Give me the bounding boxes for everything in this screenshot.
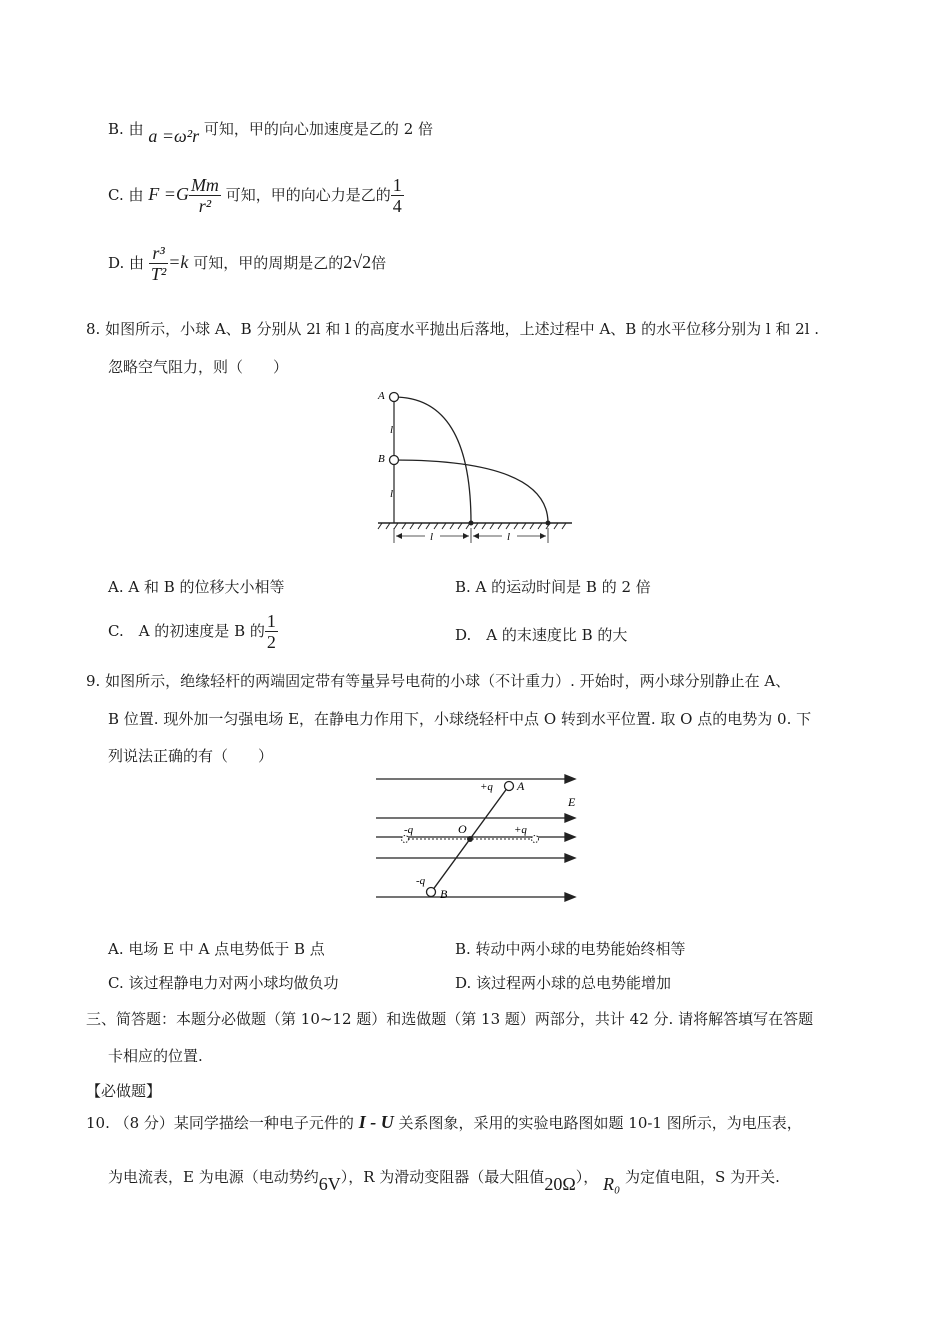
- q9-line2: B 位置. 现外加一匀强电场 E，在静电力作用下，小球绕轻杆中点 O 转到水平位置. 取 O 点的电势为 0. 下: [108, 710, 812, 728]
- required-heading: 【必做题】: [86, 1082, 162, 1100]
- q8-line1: 8. 如图所示，小球 A、B 分别从 2l 和 l 的高度水平抛出后落地，上述过程中 A、B 的水平位移分别为 l 和 2l .: [86, 320, 820, 338]
- emf-value: 6V: [318, 1174, 341, 1194]
- q8-option-c: C. A 的初速度是 B 的 $\frac{1}{2}$: [108, 611, 276, 652]
- q8-option-d: D. A 的末速度比 B 的大: [455, 626, 628, 644]
- label-plus-q-top: +q: [480, 781, 493, 793]
- label-l-lower: l: [390, 488, 394, 500]
- q8-option-b: B. A 的运动时间是 B 的 2 倍: [455, 578, 651, 596]
- label-o: O: [458, 822, 467, 836]
- q7-option-d: D. 由 $\frac{\text{r³}}{\text{T²}}$ =k 可知，甲的周期是乙的2√2倍: [108, 243, 387, 284]
- formula-kepler-fraction: $\frac{\text{r³}}{\text{T²}}$: [150, 243, 167, 284]
- fraction-half: $\frac{1}{2}$: [266, 611, 276, 652]
- label-plus-q-right: +q: [514, 824, 527, 836]
- section3-line2: 卡相应的位置.: [108, 1047, 203, 1065]
- ball-final-left: [402, 836, 409, 843]
- q8-projectile-figure: [370, 385, 580, 545]
- q7-option-c: C. 由 F =G $\frac{Mm}{\text{r²}}$ 可知，甲的向心力是乙的 $\frac{1}{4}$: [108, 175, 402, 216]
- q8-option-a: A. A 和 B 的位移大小相等: [108, 578, 285, 596]
- q9-option-c: C. 该过程静电力对两小球均做负功: [108, 974, 339, 992]
- label-l-upper: l: [390, 424, 394, 436]
- landing-point-a: [469, 521, 474, 526]
- q7-option-b: B. 由 a =ω²r 可知，甲的向心加速度是乙的 2 倍: [108, 120, 434, 146]
- ball-a: [390, 393, 399, 402]
- label-b: B: [440, 887, 448, 901]
- q10-line1: 10. （8 分）某同学描绘一种电子元件的 I - U 关系图象，采用的实验电路图如题 10-1 图所示，为电压表，: [86, 1112, 802, 1132]
- label-e: E: [568, 795, 576, 809]
- label-minus-q-left: -q: [404, 824, 414, 836]
- formula-i-u: I - U: [358, 1112, 394, 1132]
- q9-option-d: D. 该过程两小球的总电势能增加: [455, 974, 672, 992]
- q9-option-a: A. 电场 E 中 A 点电势低于 B 点: [108, 940, 325, 958]
- q9-option-b: B. 转动中两小球的电势能始终相等: [455, 940, 686, 958]
- ball-b: [427, 888, 436, 897]
- label-minus-q-bottom: -q: [416, 875, 426, 887]
- label-b: B: [378, 453, 385, 465]
- formula-gravity-fraction: $\frac{Mm}{\text{r²}}$: [190, 175, 219, 216]
- q8-line2: 忽略空气阻力，则（ ）: [108, 358, 289, 376]
- q10-line2: 为电流表，E 为电源（电动势约6V），R 为滑动变阻器（最大阻值20Ω）， R₀ 为定值电阻，S 为开关.: [108, 1168, 780, 1194]
- value-two-root-two: 2√2: [343, 252, 372, 272]
- q9-electric-field-figure: [372, 770, 582, 905]
- ball-final-right: [532, 836, 539, 843]
- section3-line1: 三、简答题：本题分必做题（第 10~12 题）和选做题（第 13 题）两部分，共计 42 分. 请将解答填写在答题: [86, 1010, 814, 1028]
- formula-centripetal-accel: a =ω²r: [148, 126, 200, 146]
- pivot-o: [467, 836, 473, 842]
- label-a: A: [378, 390, 385, 402]
- ball-a: [505, 782, 514, 791]
- r0-symbol: R₀: [603, 1174, 621, 1194]
- label-l-h1: l: [430, 531, 434, 543]
- label-l-h2: l: [507, 531, 511, 543]
- rmax-value: 20Ω: [544, 1174, 576, 1194]
- label-a: A: [517, 779, 525, 793]
- q9-line1: 9. 如图所示，绝缘轻杆的两端固定带有等量异号电荷的小球（不计重力）. 开始时，两小球分别静止在 A、: [86, 672, 791, 690]
- ball-b: [390, 456, 399, 465]
- landing-point-b: [546, 521, 551, 526]
- q9-line3: 列说法正确的有（ ）: [108, 747, 274, 765]
- fraction-quarter: $\frac{1}{4}$: [392, 175, 402, 216]
